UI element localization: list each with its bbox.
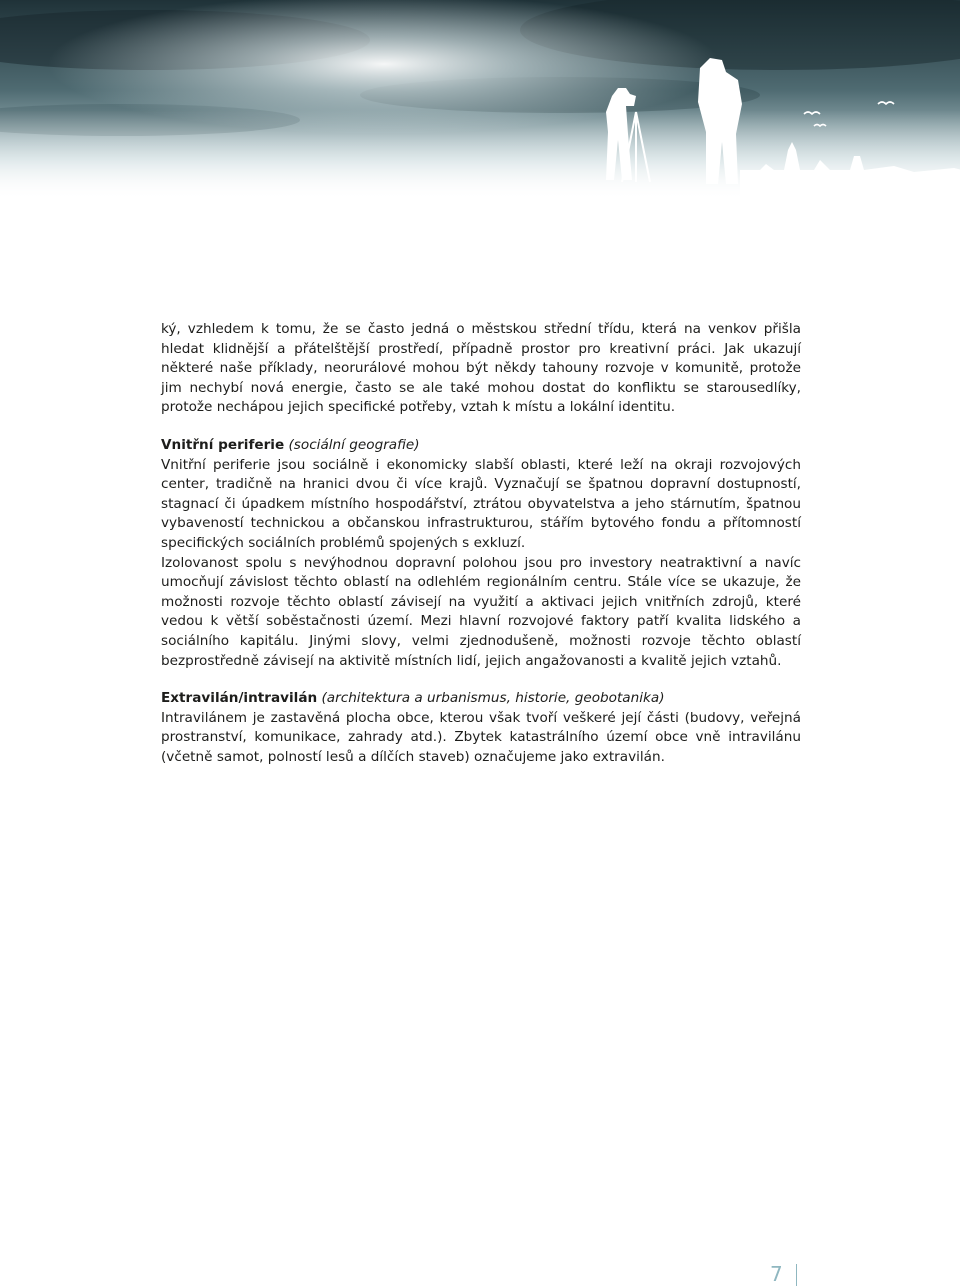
intro-paragraph: ký, vzhledem k tomu, že se často jedná o městskou střední třídu, která na venkov přišla hledat klidnější a přátelštější prostředí, případně prostor pro kreativní práci. Jak ukazují některé naše příklady, neorurálové mohou být někdy tahouny rozvoje v komunitě, protože jim nechybí nová energie, často se ale také mohou dostat do konfliktu se starousedlíky, protože nechápou jejich specifické potřeby, vztah k místu a lokální identitu.: [161, 321, 801, 416]
term-heading-extravilan-intravilan: [161, 689, 801, 709]
term-title: Vnitřní periferie: [161, 436, 285, 453]
term-field: (sociální geografie): [288, 436, 420, 453]
paragraph: Vnitřní periferie jsou sociálně i ekonomicky slabší oblasti, které leží na okraji rozvojových center, tradičně na hranici dvou či více krajů. Vyznačují se špatnou dopravní dostupností, stagnací či úpadkem místního hospodářství, ztrátou obyvatelstva a jeho stárnutím, špatnou vybaveností technickou a občanskou infrastrukturou, stářím bytového fondu a přítomností specifických sociálních problémů spojených s exkluzí.: [161, 456, 801, 551]
term-title: Extravilán/intravilán: [161, 690, 318, 707]
header-banner-photo: [0, 0, 960, 200]
term-field: (architektura a urbanismus, historie, geobotanika): [321, 690, 665, 707]
page-number-divider: [796, 1264, 797, 1286]
paragraph: Izolovanost spolu s nevýhodnou dopravní polohou jsou pro investory neatraktivní a navíc umocňují závislost těchto oblastí na odlehlém regionálním centru. Stále více se ukazuje, že možnosti rozvoje těchto oblastí závisejí na využití a aktivaci jejich vnitřních zdrojů, které vedou k větší soběstačnosti území. Mezi hlavní rozvojové faktory patří kvalita lidského a sociálního kapitálu. Jinými slovy, velmi zjednodušeně, možnosti rozvoje těchto oblastí bezprostředně závisejí na aktivitě místních lidí, jejich angažovanosti a kvalitě jejich vztahů.: [161, 554, 801, 669]
page-number-text: 7: [770, 1262, 783, 1286]
term-heading-vnitrni-periferie: [161, 436, 801, 456]
sky-silhouette-illustration: [0, 0, 960, 200]
body-text: [161, 320, 801, 767]
paragraph: Intravilánem je zastavěná plocha obce, kterou však tvoří veškeré její části (budovy, veřejná prostranství, komunikace, zahrady atd.). Zbytek katastrálního území obce vně intravilánu (včetně samot, polností lesů a dílčích staveb) označujeme jako extravilán.: [161, 709, 801, 765]
page-number: [770, 1262, 810, 1288]
